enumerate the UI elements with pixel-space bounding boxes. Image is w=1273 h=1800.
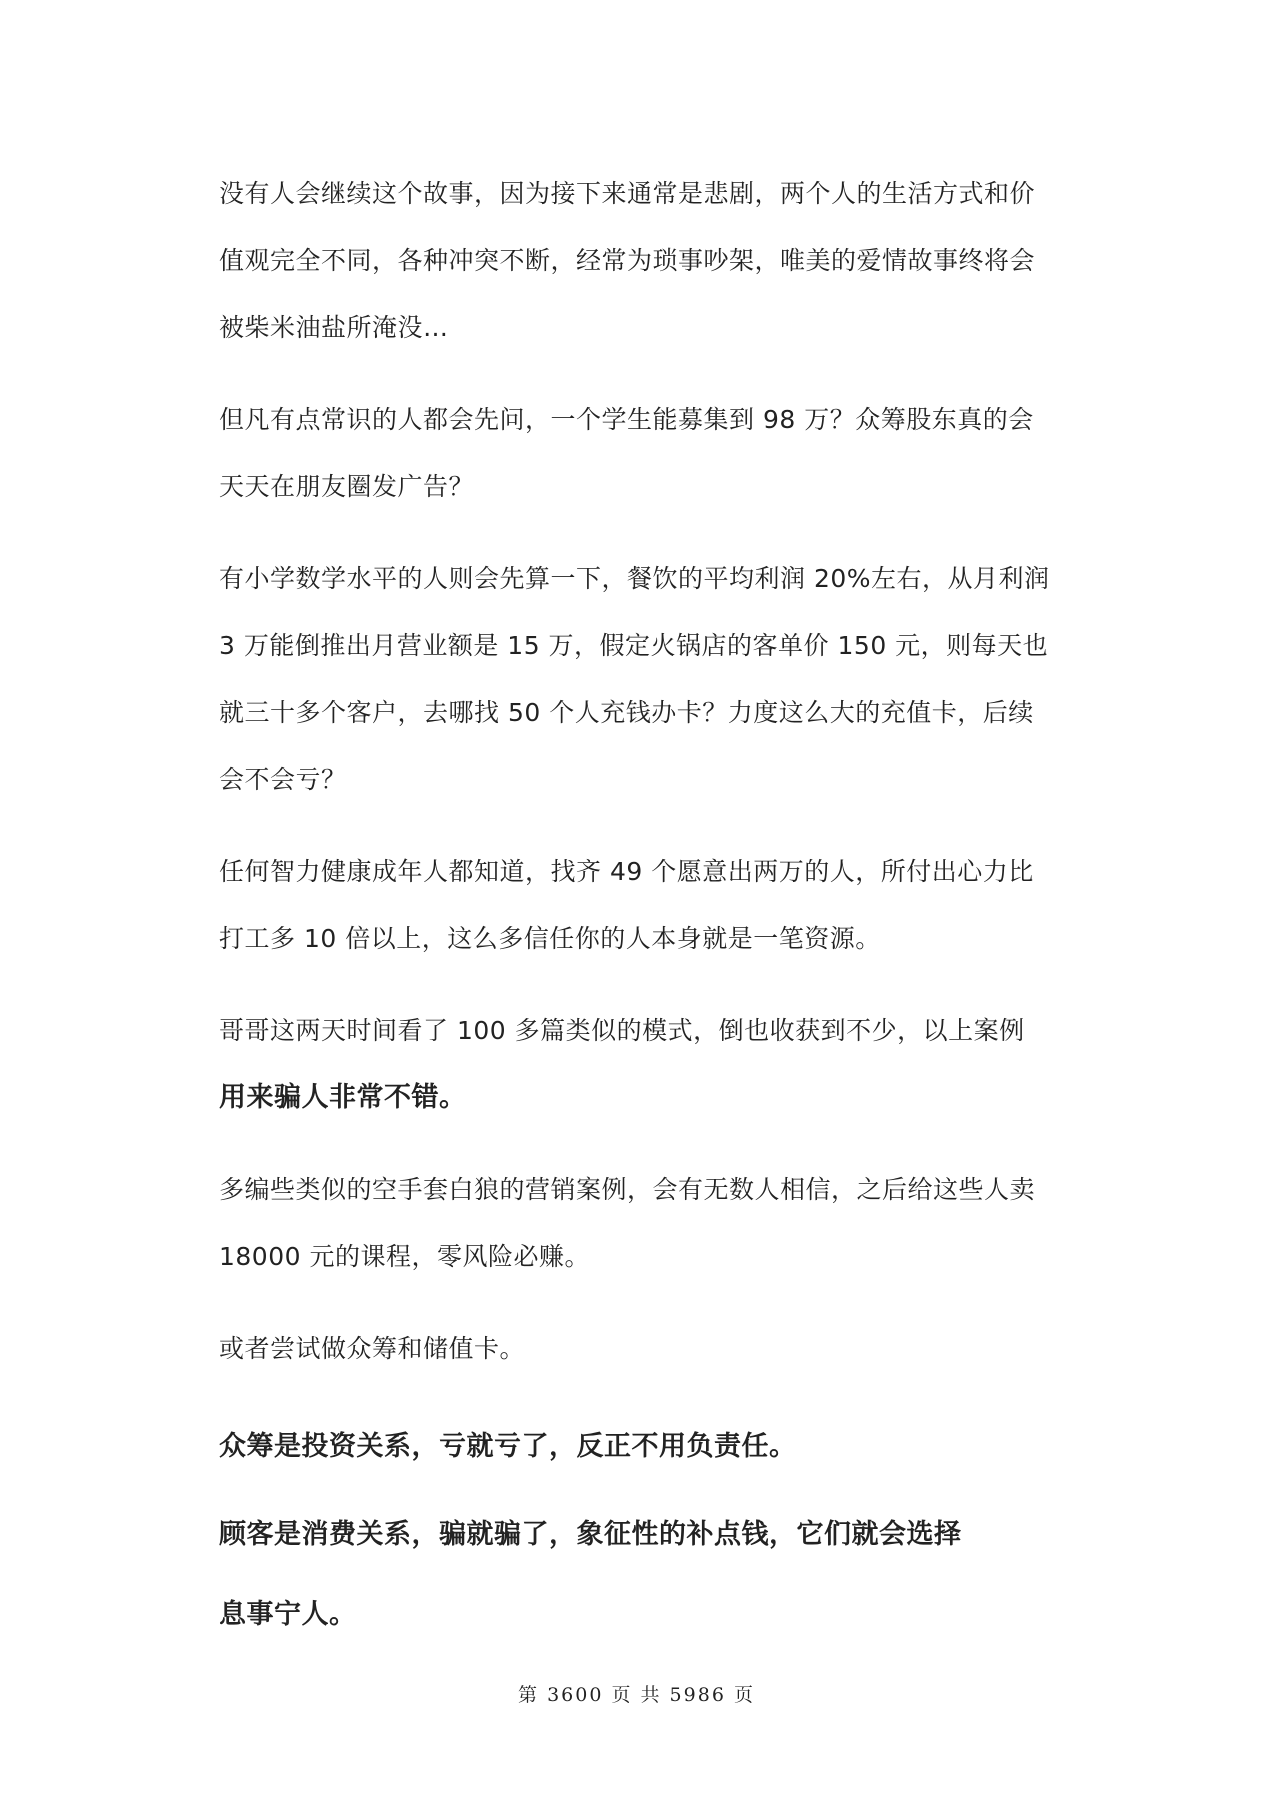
page-number-footer: 第 3600 页 共 5986 页 (518, 1684, 755, 1706)
paragraph-8-bold: 众筹是投资关系，亏就亏了，反正不用负责任。 (219, 1431, 797, 1462)
paragraph-5-text: 哥哥这两天时间看了 100 多篇类似的模式，倒也收获到不少，以上案例 (219, 1016, 1025, 1045)
paragraph-5 (219, 997, 1069, 1131)
paragraph-1: 没有人会继续这个故事，因为接下来通常是悲剧，两个人的生活方式和价 值观完全不同，各种冲突不断，经常为琐事吵架，唯美的爱情故事终将会 被柴米油盐所淹没… (219, 179, 1036, 342)
paragraph-2: 但凡有点常识的人都会先问，一个学生能募集到 98 万？众筹股东真的会 天天在朋友圈发广告？ (219, 405, 1034, 501)
paragraph-7: 或者尝试做众筹和储值卡。 (219, 1334, 526, 1363)
document-body (219, 160, 1069, 1655)
paragraph-6: 多编些类似的空手套白狼的营销案例，会有无数人相信，之后给这些人卖 18000 元的课程，零风险必赚。 (219, 1175, 1036, 1271)
paragraph-9-bold: 顾客是消费关系，骗就骗了，象征性的补点钱，它们就会选择 息事宁人。 (219, 1519, 962, 1630)
paragraph-4: 任何智力健康成年人都知道，找齐 49 个愿意出两万的人，所付出心力比 打工多 10 倍以上，这么多信任你的人本身就是一笔资源。 (219, 857, 1034, 953)
paragraph-3: 有小学数学水平的人则会先算一下，餐饮的平均利润 20%左右，从月利润 3 万能倒推出月营业额是 15 万，假定火锅店的客单价 150 元，则每天也 就三十多个客户，去哪找 50 个人充钱办卡？力度这么大的充值卡，后续 会不会亏？ (219, 564, 1050, 794)
paragraph-5-emphasis: 用来骗人非常不错。 (219, 1082, 467, 1113)
